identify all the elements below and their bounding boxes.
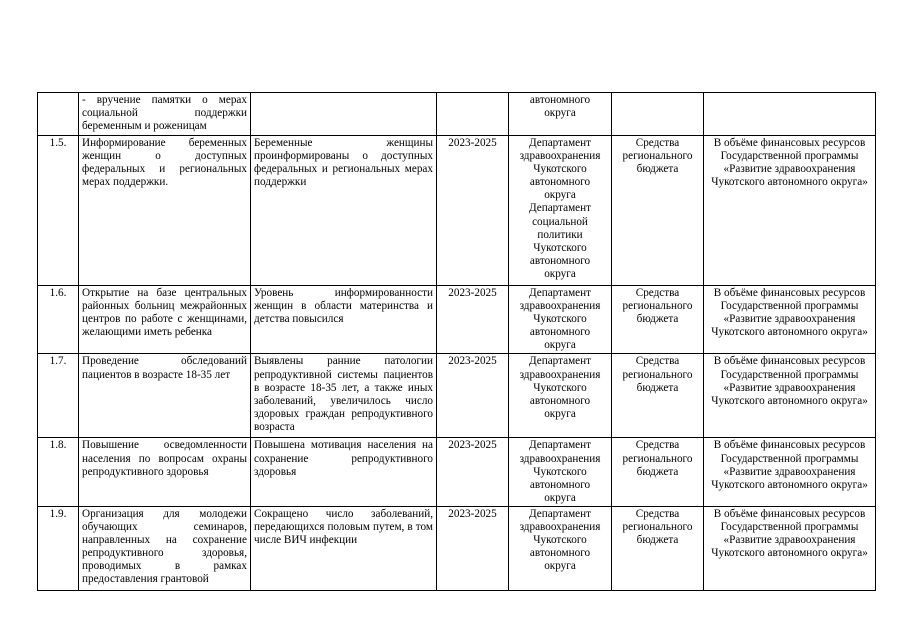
executor-cell <box>509 354 612 438</box>
table-row <box>38 438 876 506</box>
period-cell: 2023-2025 <box>437 136 509 286</box>
executor-line: автономного <box>529 478 591 491</box>
row-number: 1.5. <box>38 136 79 286</box>
executor-line: Департамент <box>528 355 592 368</box>
action-cell: Организация для молодежи обучающих семинаров, направленных на сохранение репродуктивного здоровья, проводимых в рамках предоставления грантовой <box>79 506 251 590</box>
executor-line: Департамент <box>528 507 592 520</box>
funding-source-cell: Средства регионального бюджета <box>612 506 704 590</box>
executor-line: здравоохранения <box>519 150 601 163</box>
row-number: 1.6. <box>38 286 79 354</box>
executor-cell <box>509 93 612 136</box>
executor-line: округа <box>544 267 576 280</box>
executor-line: здравоохранения <box>519 300 601 313</box>
executor-line: политики <box>537 228 583 241</box>
funding-volume-cell: В объёме финансовых ресурсов Государственной программы «Развитие здравоохранения Чукотского автономного округа» <box>704 506 876 590</box>
funding-source-cell: Средства регионального бюджета <box>612 136 704 286</box>
action-cell: Повышение осведомленности населения по вопросам охраны репродуктивного здоровья <box>79 438 251 506</box>
executor-line: Чукотского <box>533 465 587 478</box>
period-cell: 2023-2025 <box>437 438 509 506</box>
executor-cell <box>509 438 612 506</box>
table-row <box>38 354 876 438</box>
table-row <box>38 136 876 286</box>
executor-line: автономного <box>529 94 591 106</box>
executor-line: Чукотского <box>533 313 587 326</box>
row-number <box>38 93 79 136</box>
executor-line: Чукотского <box>533 381 587 394</box>
funding-source-cell: Средства регионального бюджета <box>612 438 704 506</box>
funding-source-cell: Средства регионального бюджета <box>612 286 704 354</box>
result-cell: Сокращено число заболеваний, передающихся половым путем, в том числе ВИЧ инфекции <box>251 506 437 590</box>
executor-line: округа <box>544 560 576 573</box>
funding-volume-cell: В объёме финансовых ресурсов Государственной программы «Развитие здравоохранения Чукотского автономного округа» <box>704 438 876 506</box>
measures-table <box>37 92 876 591</box>
executor-line: автономного <box>529 547 591 560</box>
row-number: 1.7. <box>38 354 79 438</box>
executor-cell <box>509 286 612 354</box>
result-cell: Выявлены ранние патологии репродуктивной системы пациентов в возрасте 18-35 лет, а также иных заболеваний, увеличилось число здоровых граждан репродуктивного возраста <box>251 354 437 438</box>
executor-line: Чукотского <box>533 534 587 547</box>
funding-source-cell <box>612 93 704 136</box>
executor-line: округа <box>544 339 576 352</box>
result-cell <box>251 93 437 136</box>
funding-source-cell: Средства регионального бюджета <box>612 354 704 438</box>
executor-line: Чукотского <box>533 241 587 254</box>
period-cell <box>437 93 509 136</box>
funding-volume-cell: В объёме финансовых ресурсов Государственной программы «Развитие здравоохранения Чукотского автономного округа» <box>704 354 876 438</box>
executor-line: здравоохранения <box>519 368 601 381</box>
table-row <box>38 506 876 590</box>
table-row <box>38 286 876 354</box>
row-number: 1.9. <box>38 506 79 590</box>
row-number: 1.8. <box>38 438 79 506</box>
funding-volume-cell <box>704 93 876 136</box>
action-cell: Проведение обследований пациентов в возрасте 18-35 лет <box>79 354 251 438</box>
executor-line: здравоохранения <box>519 452 601 465</box>
executor-line: округа <box>544 107 576 120</box>
executor-cell <box>509 506 612 590</box>
period-cell: 2023-2025 <box>437 506 509 590</box>
result-cell: Уровень информированности женщин в области материнства и детства повысился <box>251 286 437 354</box>
action-cell: Открытие на базе центральных районных больниц межрайонных центров по работе с женщинами, желающими иметь ребенка <box>79 286 251 354</box>
executor-line: автономного <box>529 176 591 189</box>
funding-volume-cell: В объёме финансовых ресурсов Государственной программы «Развитие здравоохранения Чукотского автономного округа» <box>704 286 876 354</box>
table-row <box>38 93 876 136</box>
executor-line: автономного <box>529 326 591 339</box>
result-cell: Повышена мотивация населения на сохранение репродуктивного здоровья <box>251 438 437 506</box>
executor-line: автономного <box>529 394 591 407</box>
executor-line: округа <box>544 189 576 202</box>
executor-line: социальной <box>532 215 588 228</box>
executor-line: здравоохранения <box>519 521 601 534</box>
executor-line: округа <box>544 491 576 504</box>
executor-cell <box>509 136 612 286</box>
action-cell: - вручение памятки о мерах социальной поддержки беременным и роженицам <box>79 93 251 136</box>
executor-line: автономного <box>529 254 591 267</box>
executor-line: округа <box>544 407 576 420</box>
executor-line: Департамент <box>528 202 592 215</box>
result-cell: Беременные женщины проинформированы о доступных федеральных и региональных мерах поддержки <box>251 136 437 286</box>
action-cell: Информирование беременных женщин о доступных федеральных и региональных мерах поддержки. <box>79 136 251 286</box>
period-cell: 2023-2025 <box>437 354 509 438</box>
executor-line: Департамент <box>528 439 592 452</box>
executor-line: Чукотского <box>533 163 587 176</box>
period-cell: 2023-2025 <box>437 286 509 354</box>
executor-line: Департамент <box>528 137 592 149</box>
funding-volume-cell: В объёме финансовых ресурсов Государственной программы «Развитие здравоохранения Чукотского автономного округа» <box>704 136 876 286</box>
executor-line: Департамент <box>528 287 592 299</box>
